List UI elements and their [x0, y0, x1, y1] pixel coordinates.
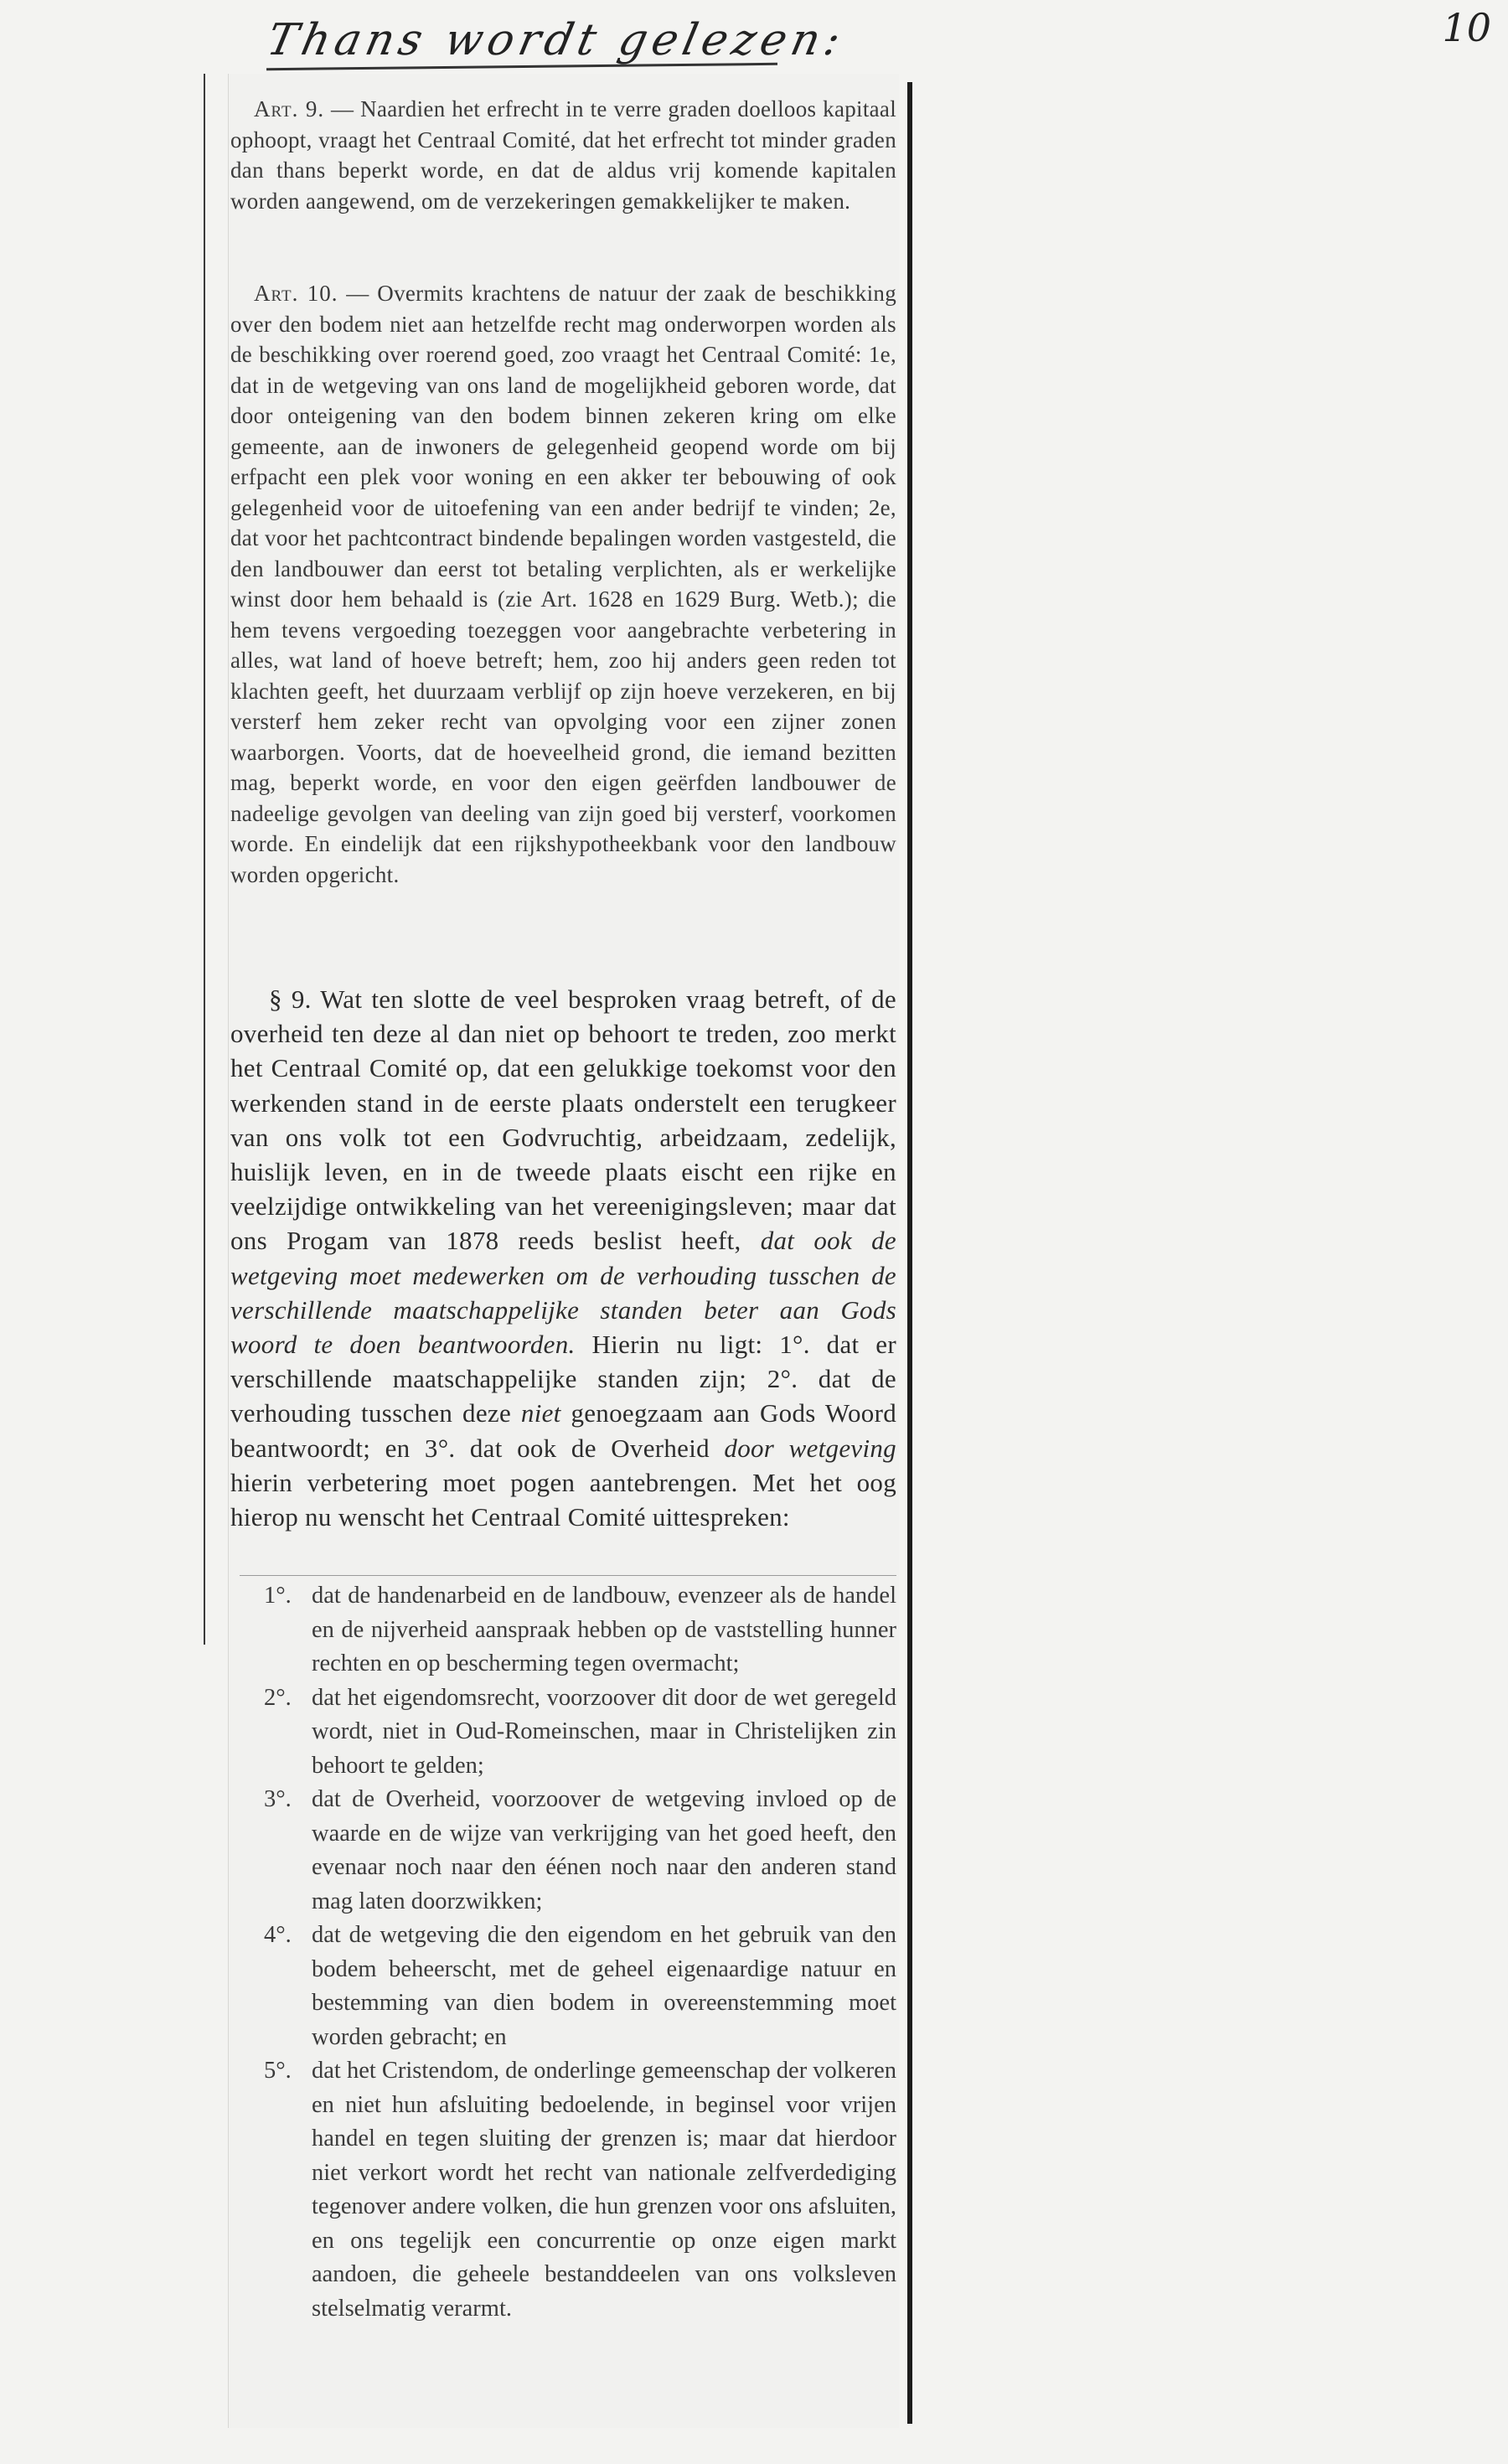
section-9-text-start: Wat ten slotte de veel besproken vraag betreft, of de overheid ten deze al dan niet op behoort te treden, zoo merkt het Centraal Comité op, dat een gelukkige toekomst voor den werkenden stand in de eerste plaats onderstelt een terugkeer van ons volk tot een Godvruchtig, arbeidzaam, zedelijk, huislijk leven, en in de tweede plaats eischt een rijke en veelzijdige ontwikkeling van het vereenigingsleven; maar dat ons Progam van 1878 reeds beslist heeft,: [230, 984, 896, 1256]
article-10: [230, 278, 896, 890]
list-item-number: 1°.: [264, 1583, 292, 1609]
section-9-text-mid2: genoegzaam aan Gods Woord beantwoordt; en 3°. dat ook de Overheid: [230, 1398, 896, 1463]
list-item-text: dat de Overheid, voorzoover de wetgeving invloed op de waarde en de wijze van verkrijging van het goed heeft, den evenaar noch naar den éénen noch naar den anderen stand mag laten doorzwikken;: [312, 1786, 896, 1914]
list-item: [251, 1579, 896, 1681]
article-10-text: — Overmits krachtens de natuur der zaak de beschikking over den bodem niet aan hetzelfde recht mag onderworpen worden als de beschikking over roerend goed, zoo vraagt het Centraal Comité: 1e, dat in de wetgeving van ons land de mogelijkheid geboren worde, dat door onteigening van den bodem binnen zekeren kring om elke gemeente, aan de inwoners de gelegenheid geopend worde om bij erfpacht een plek voor woning en een akker ter bebouwing of ook gelegenheid voor de uitoefening van een ander bedrijf te vinden; 2e, dat voor het pachtcontract bindende bepalingen worden vastgesteld, die den landbouwer dan eerst tot betaling verplichten, als er werkelijke winst door hem behaald is (zie Art. 1628 en 1629 Burg. Wetb.); die hem tevens vergoeding toezeggen voor aangebrachte verbetering in alles, wat land of hoeve betreft; hem, zoo hij anders geen reden tot klachten geeft, het duurzaam verblijf op zijn hoeve verzekeren, en bij versterf hem zeker recht van opvolging voor een zijner zonen waarborgen. Voorts, dat de hoeveelheid grond, die iemand bezitten mag, beperkt worde, en voor den eigen geërfden landbouwer de nadeelige gevolgen van deeling van zijn goed bij versterf, voorkomen worde. En eindelijk dat een rijkshypotheekbank voor den landbouw worden opgericht.: [230, 281, 896, 887]
list-item: [251, 1783, 896, 1919]
resolution-list: [251, 1579, 896, 2326]
article-9-label: Art. 9.: [254, 96, 325, 121]
section-9-italic-quote: dat ook de wetgeving moet medewerken om de verhouding tusschen de verschillende maatschappelijke standen beter aan Gods woord te doen beantwoorden.: [230, 1226, 896, 1360]
section-9-label: § 9.: [269, 984, 312, 1014]
list-item-number: 2°.: [264, 1684, 292, 1711]
article-10-label: Art. 10.: [254, 281, 338, 306]
section-9-italic-door: door wetgeving: [724, 1433, 896, 1463]
list-item-text: dat de handenarbeid en de landbouw, evenzeer als de handel en de nijverheid aanspraak hebben op de vaststelling hunner rechten en op bescherming tegen overmacht;: [312, 1583, 896, 1676]
list-item: [251, 1681, 896, 1784]
list-item-text: dat het eigendomsrecht, voorzoover dit door de wet geregeld wordt, niet in Oud-Romeinschen, maar in Christelijken zin behoort te gelden;: [312, 1684, 896, 1779]
list-item-number: 3°.: [264, 1786, 292, 1812]
article-9: [230, 94, 896, 216]
section-9-italic-niet: niet: [520, 1398, 561, 1428]
list-item-text: dat het Cristendom, de onderlinge gemeenschap der volkeren en niet hun afsluiting bedoelende, in beginsel voor vrijen handel en tegen sluiting der grenzen is; maar dat hierdoor niet verkort wordt het recht van nationale zelfverdediging tegenover andere volken, die hun grenzen voor ons afsluiten, en ons tegelijk een concurrentie op onze eigen markt aandoen, die geheele bestanddeelen van ons volksleven stelselmatig verarmt.: [312, 2058, 897, 2322]
list-item: [251, 2054, 896, 2326]
page-number: 10: [1442, 5, 1491, 50]
section-9-text-mid1: Hierin nu ligt: 1°. dat er verschillende maatschappelijke standen zijn; 2°. dat de verhouding tusschen deze: [230, 1330, 896, 1428]
list-divider: [240, 1575, 896, 1576]
handwritten-title: Thans wordt gelezen:: [262, 15, 850, 65]
list-item-number: 4°.: [264, 1922, 292, 1948]
article-9-text: — Naardien het erfrecht in te verre graden doelloos kapitaal ophoopt, vraagt het Centraal Comité, dat het erfrecht tot minder graden dan thans beperkt worde, en dat de aldus vrij komende kapitalen worden aangewend, om de verzekeringen gemakkelijker te maken.: [230, 96, 896, 214]
section-9: [230, 982, 896, 1534]
left-margin-rule: [204, 74, 205, 1645]
right-margin-rule: [907, 82, 912, 2424]
list-item-number: 5°.: [264, 2058, 292, 2084]
section-9-text-end: hierin verbetering moet pogen aantebrengen. Met het oog hierop nu wenscht het Centraal Comité uittespreken:: [230, 1467, 896, 1532]
list-item-text: dat de wetgeving die den eigendom en het gebruik van den bodem beheerscht, met de geheel eigenaardige natuur en bestemming van dien bodem in overeenstemming moet worden gebracht; en: [312, 1922, 896, 2050]
list-item: [251, 1919, 896, 2054]
